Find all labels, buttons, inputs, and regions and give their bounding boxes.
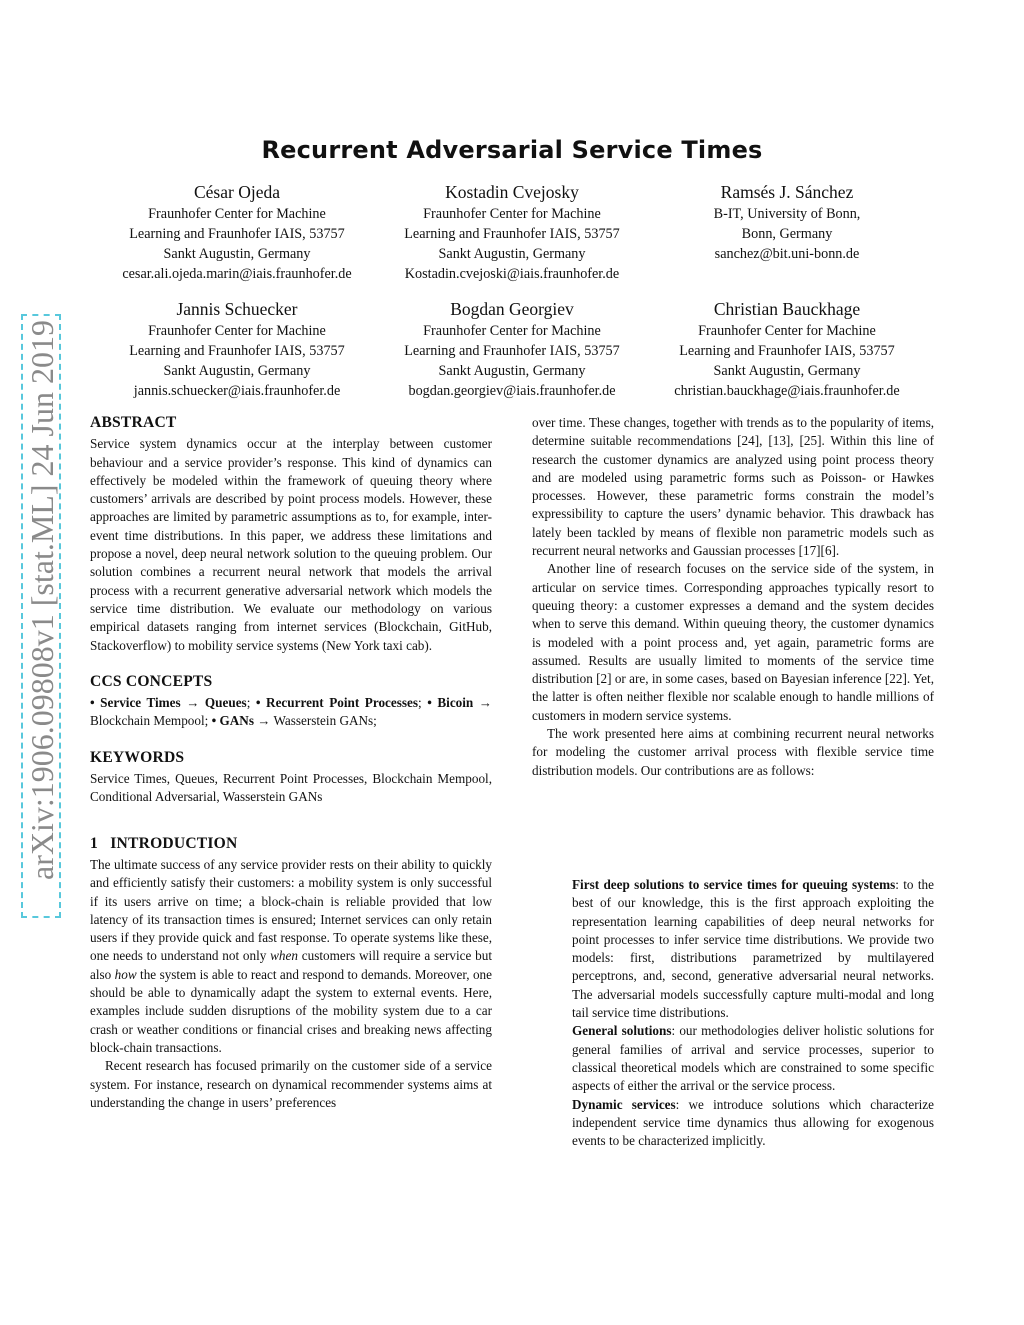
- ccs-term: • GANs: [211, 713, 254, 729]
- author-affiliation: Learning and Fraunhofer IAIS, 53757: [129, 226, 345, 242]
- contribution-title: General solutions: [572, 1023, 672, 1039]
- author-affiliation: Sankt Augustin, Germany: [438, 246, 586, 262]
- author-email: Kostadin.cvejoski@iais.fraunhofer.de: [404, 266, 620, 282]
- ccs-term: • Service Times: [90, 695, 181, 711]
- author-affiliation: Learning and Fraunhofer IAIS, 53757: [404, 343, 620, 359]
- contribution-text: : to the best of our knowledge, this is the first approach exploiting the representation learning capabilities of deep neural networks for point processes to infer service time distributions. We provide two models: first, distributions parametrized by multilayered perceptrons, and, second, generative adversarial neural networks. The adversarial models successfully capture multi-modal and long tail service time distributions.: [572, 877, 934, 1021]
- arxiv-identifier: arXiv:1906.09808v1 [stat.ML] 24 Jun 2019: [24, 320, 60, 880]
- ccs-concepts: [90, 694, 492, 731]
- introduction-heading: 1 INTRODUCTION: [90, 834, 238, 852]
- ccs-heading: CCS CONCEPTS: [90, 672, 213, 690]
- author-affiliation: Learning and Fraunhofer IAIS, 53757: [129, 343, 345, 359]
- author-affiliation: Sankt Augustin, Germany: [163, 363, 311, 379]
- author-email: sanchez@bit.uni-bonn.de: [714, 246, 860, 262]
- abstract-heading: ABSTRACT: [90, 414, 177, 431]
- contribution-text: : we introduce solutions which characterize independent service time dynamics thus allowing for exogenous events to be characterized implicitly.: [572, 1096, 934, 1149]
- intro-emphasis: when: [270, 948, 298, 964]
- body-paragraph: Another line of research focuses on the service side of the system, in articular on service times. Corresponding approaches typically resort to queuing theory: a customer expresses a demand and the system decides when to serve this demand. Within queuing theory, the customer dynamics is modeled with a point process and, yet again, parametric forms are assumed. Results are usually limited to moments of the service time distribution [2] or are, in some cases, based on Bayesian inference [22]. Yet, the latter is often neither flexible nor scalable enough to handle millions of customers in modern service systems.: [532, 561, 934, 723]
- author-affiliation: Sankt Augustin, Germany: [163, 246, 311, 262]
- author-name: Kostadin Cvejosky: [445, 182, 579, 202]
- keywords-heading: KEYWORDS: [90, 748, 185, 766]
- ccs-separator: ;: [418, 695, 428, 711]
- ccs-separator: →: [180, 695, 205, 711]
- arxiv-side-stamp: [21, 314, 61, 918]
- author-affiliation: Fraunhofer Center for Machine: [698, 323, 876, 339]
- author-name: César Ojeda: [193, 182, 280, 202]
- body-paragraph: over time. These changes, together with trends as to the popularity of items, determine suitable recommendations [24], [13], [25]. Within this line of research the customer dynamics are analyzed using point process theory and are modeled using parametric forms such as Poisson- or Hawkes processes. However, these parametric forms constrain the model’s expressibility to capture the users’ dynamic behavior. This drawback has lately been tackled by means of flexible non parametric models such as recurrent neural networks and Gaussian processes [17][6].: [532, 415, 934, 559]
- author-affiliation: Fraunhofer Center for Machine: [148, 323, 326, 339]
- keywords-text: Service Times, Queues, Recurrent Point Processes, Blockchain Mempool, Conditional Adversarial, Wasserstein GANs: [90, 771, 492, 805]
- contribution-title: First deep solutions to service times for queuing systems: [572, 877, 896, 892]
- author-affiliation: Sankt Augustin, Germany: [438, 363, 586, 379]
- contributions-list: [572, 876, 934, 1150]
- ccs-separator: ;: [246, 695, 256, 711]
- intro-paragraph: Recent research has focused primarily on the customer side of a service system. For instance, research on dynamical recommender systems aims at understanding the change in users’ preferences: [90, 1058, 492, 1110]
- ccs-term: • Bicoin: [427, 695, 474, 711]
- ccs-term: Queues: [204, 695, 247, 711]
- author-email: christian.bauckhage@iais.fraunhofer.de: [674, 383, 900, 399]
- author-email: jannis.schuecker@iais.fraunhofer.de: [133, 383, 341, 399]
- ccs-separator: → Wasserstein GANs;: [253, 713, 377, 729]
- contribution-text: : our methodologies deliver holistic solutions for general families of arrival and service processes, superior to classical theoretical models which are constrained to some specific aspects of either the arrival or the service process.: [572, 1023, 935, 1094]
- left-column: [90, 414, 492, 1112]
- author-affiliation: Learning and Fraunhofer IAIS, 53757: [679, 343, 895, 359]
- intro-text: The ultimate success of any service provider rests on their ability to quickly and efficiently satisfy their customers: a mobility system is only successful if its users arrive on time; a block-chain is reliable provided that low latency of its transaction times is ensured; Internet services can only retain users if they provide quick and fast response. To operate systems like these, one needs to understand not only: [90, 856, 492, 964]
- author-block: [647, 297, 927, 401]
- author-block: [97, 180, 377, 284]
- author-affiliation: Bonn, Germany: [741, 226, 833, 242]
- contribution-item: [572, 1022, 934, 1095]
- author-block: [372, 297, 652, 401]
- ccs-separator: → Blockchain Mempool;: [90, 695, 492, 729]
- author-block: [647, 180, 927, 264]
- author-email: cesar.ali.ojeda.marin@iais.fraunhofer.de: [122, 266, 352, 282]
- ccs-term: • Recurrent Point Processes: [255, 695, 418, 711]
- abstract-text: Service system dynamics occur at the interplay between customer behaviour and a service provider’s response. This kind of dynamics can effectively be modeled within the framework of queuing theory where customers’ arrivals are described by point process models. However, these approaches are limited by parametric assumptions as to, for example, inter-event time distributions. In this paper, we address these limitations and propose a novel, deep neural network solution to the queuing problem. Our solution combines a recurrent neural network that models the arrival process with a recurrent generative adversarial network which models the service time distribution. We evaluate our methodology on various empirical datasets ranging from internet services (Blockchain, GitHub, Stackoverflow) to mobility service systems (New York taxi cab).: [90, 436, 492, 653]
- author-name: Jannis Schuecker: [176, 299, 298, 319]
- right-column: [532, 414, 934, 780]
- author-email: bogdan.georgiev@iais.fraunhofer.de: [408, 383, 616, 399]
- author-affiliation: Sankt Augustin, Germany: [713, 363, 861, 379]
- intro-text: the system is able to react and respond to demands. Moreover, one should be able to dynamically adapt the system to external events. Here, examples include sudden disruptions of the mobility system due to a car crash or weather conditions or financial crises and breaking news affecting block-chain transactions.: [90, 966, 492, 1055]
- body-paragraph: The work presented here aims at combining recurrent neural networks for modeling the customer arrival process with flexible service time distribution models. Our contributions are as follows:: [532, 726, 934, 778]
- contribution-item: [572, 876, 934, 1022]
- author-affiliation: Learning and Fraunhofer IAIS, 53757: [404, 226, 620, 242]
- author-name: Christian Bauckhage: [713, 299, 861, 319]
- author-name: Bogdan Georgiev: [450, 299, 574, 319]
- contribution-item: [572, 1096, 934, 1151]
- author-block: [372, 180, 652, 284]
- intro-text: customers will require a service but also: [90, 948, 493, 982]
- author-block: [97, 297, 377, 401]
- author-affiliation: Fraunhofer Center for Machine: [148, 206, 326, 222]
- author-affiliation: B-IT, University of Bonn,: [713, 206, 861, 222]
- intro-paragraph: [90, 856, 492, 1057]
- contribution-title: Dynamic services: [572, 1096, 676, 1112]
- intro-emphasis: how: [114, 966, 137, 982]
- author-affiliation: Fraunhofer Center for Machine: [423, 206, 601, 222]
- author-name: Ramsés J. Sánchez: [720, 182, 854, 202]
- paper-title: Recurrent Adversarial Service Times: [261, 136, 763, 164]
- author-affiliation: Fraunhofer Center for Machine: [423, 323, 601, 339]
